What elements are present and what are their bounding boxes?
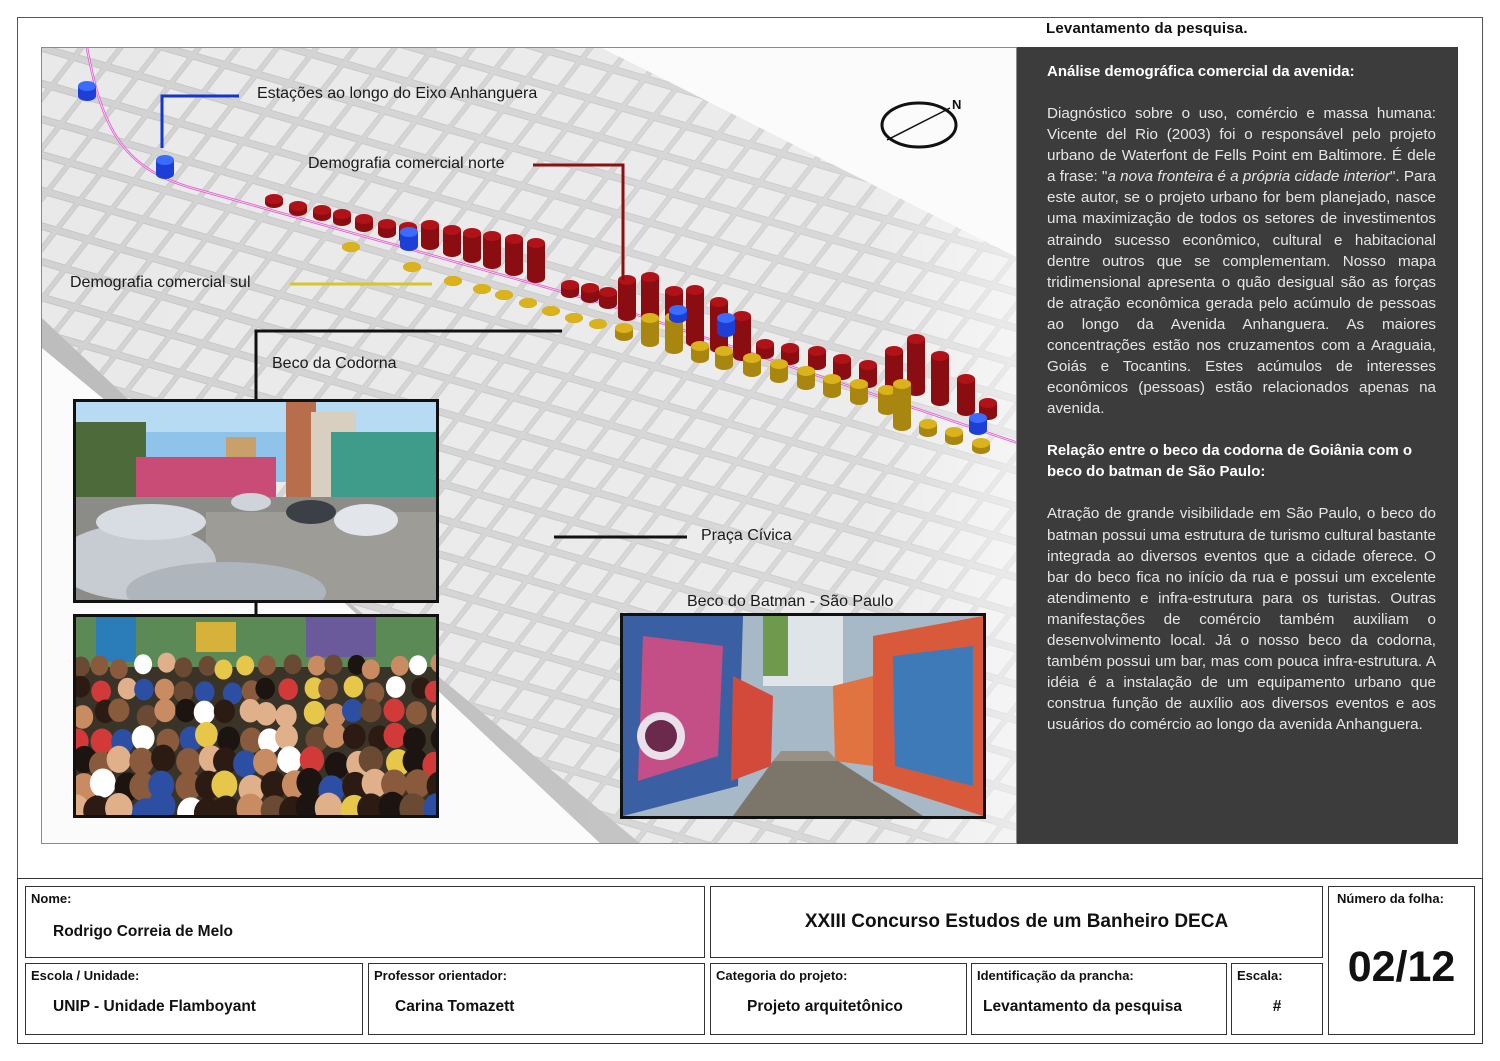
- north-bar-15: [581, 283, 599, 303]
- north-bar-14: [561, 280, 579, 298]
- analysis-panel: [1017, 47, 1458, 844]
- north-bar-25: [808, 346, 826, 370]
- map-panel: [41, 47, 1017, 844]
- label-north-demography: Demografia comercial norte: [308, 155, 505, 172]
- south-bar-6: [519, 298, 537, 308]
- photo-beco-codorna-street: [73, 399, 439, 603]
- station-marker-3: [400, 227, 418, 251]
- north-bar-20: [686, 285, 704, 347]
- south-bar-15: [743, 353, 761, 377]
- tb-nome-value: Rodrigo Correia de Melo: [53, 923, 233, 940]
- south-bar-2: [403, 262, 421, 272]
- north-bar-9: [443, 225, 461, 257]
- tb-escola-label: Escola / Unidade:: [31, 968, 140, 983]
- north-bar-10: [463, 228, 481, 263]
- tb-nome-label: Nome:: [31, 891, 72, 906]
- paragraph1-part-a: Diagnóstico sobre o uso, comércio e massa humana: Vicente del Rio (2003) foi o responsável pelo projeto urbano de Waterfont de Fells Point em Baltimore. É dele a frase: ": [1047, 105, 1436, 186]
- compass-icon: [882, 97, 961, 147]
- tb-identificacao-value: Levantamento da pesquisa: [983, 998, 1182, 1015]
- south-bar-24: [972, 438, 990, 454]
- label-stations: Estações ao longo do Eixo Anhanguera: [257, 85, 538, 102]
- south-bar-23: [945, 427, 963, 445]
- tb-numero-value: 02/12: [1347, 943, 1456, 991]
- north-bar-16: [599, 287, 617, 309]
- tb-professor: [368, 963, 705, 1035]
- south-bar-11: [641, 313, 659, 347]
- tb-escola: [25, 963, 363, 1035]
- tb-professor-label: Professor orientador:: [374, 968, 507, 983]
- tb-categoria-value: Projeto arquitetônico: [747, 998, 903, 1015]
- south-bar-10: [615, 323, 633, 341]
- north-bar-3: [313, 205, 331, 221]
- heading-demographic-analysis: Análise demográfica comercial da avenida:: [1047, 63, 1355, 80]
- north-bar-30: [931, 351, 949, 406]
- photo-beco-batman: [620, 613, 986, 819]
- station-marker-4: [669, 305, 687, 323]
- south-bar-7: [542, 306, 560, 316]
- paragraph-beco-relation: Atração de grande visibilidade em São Paulo, o beco do batman possui uma estrutura de turismo cultural bastante integrada ao diversos eventos que a cidade oferece. O bar do beco fica no início da rua e possui um excelente atendimento e infra-estrutura para os turistas. Outras manifestações de comércio também auxiliam o desenvolvimento local. Já o nosso beco da codorna, também possui um bar, mas com pouca infra-estrutura. A idéia é a instalação de um equipamento urbano que construa função de auxílio aos diversos eventos e aos usuários do comércio ao longo da avenida Anhanguera.: [1047, 505, 1436, 734]
- station-marker-5: [717, 313, 735, 337]
- label-praca-civica: Praça Cívica: [701, 527, 792, 544]
- north-bar-4: [333, 209, 351, 226]
- north-bar-5: [355, 214, 373, 232]
- south-bar-8: [565, 313, 583, 323]
- tb-concurso-title: XXIII Concurso Estudos de um Banheiro DECA: [804, 911, 1229, 932]
- north-bar-11: [483, 231, 501, 269]
- north-bar-31: [957, 374, 975, 416]
- label-south-demography: Demografia comercial sul: [70, 274, 251, 291]
- north-bar-2: [289, 201, 307, 216]
- south-bar-3: [444, 276, 462, 286]
- south-bar-16: [770, 359, 788, 383]
- tb-identificacao-label: Identificação da prancha:: [977, 968, 1134, 983]
- south-bar-1: [342, 242, 360, 252]
- south-bar-13: [691, 341, 709, 363]
- paragraph1-part-b: ". Para este autor, se o projeto urbano for bem planejado, nasce uma maximização de todos os setores de investimentos atraindo sucesso econômico, cultural e habitacional dentre outros que se complementam. Nosso mapa tridimensional apresenta o quão desigual são as forças de atração econômica gerada pelo acúmulo de pessoas ao longo da Avenida Anhanguera. As maiores concentrações estão nos cruzamentos com a Araguaia, Goiás e Tocantins. Estes acúmulos de interesses econômicos (pessoas) estão relacionados apenas na avenida.: [1047, 168, 1436, 418]
- south-bar-18: [823, 374, 841, 398]
- station-marker-1: [78, 81, 96, 101]
- tb-concurso: [710, 886, 1323, 958]
- heading-beco-relation: Relação entre o beco da codorna de Goiânia com o beco do batman de São Paulo:: [1047, 442, 1413, 481]
- compass-n: N: [952, 97, 962, 112]
- tb-identificacao: [971, 963, 1227, 1035]
- south-bar-17: [797, 366, 815, 390]
- north-bar-1: [265, 194, 283, 208]
- tb-escala-label: Escala:: [1237, 968, 1283, 983]
- north-bar-17: [618, 275, 636, 321]
- tb-escola-value: UNIP - Unidade Flamboyant: [53, 998, 256, 1015]
- tb-escala-value: #: [1272, 998, 1282, 1015]
- tb-categoria: [710, 963, 967, 1035]
- station-marker-6: [969, 413, 987, 435]
- north-bar-13: [527, 238, 545, 283]
- tb-numero-label: Número da folha:: [1337, 891, 1444, 906]
- north-bar-12: [505, 234, 523, 276]
- tb-professor-value: Carina Tomazett: [395, 998, 515, 1015]
- north-bar-8: [421, 220, 439, 250]
- tb-escala: [1231, 963, 1323, 1035]
- south-bar-4: [473, 284, 491, 294]
- tb-nome: [25, 886, 705, 958]
- label-beco-batman: Beco do Batman - São Paulo: [687, 593, 894, 610]
- south-bar-19: [850, 379, 868, 405]
- tb-numero: [1328, 886, 1475, 1035]
- paragraph1-quote: a nova fronteira é a própria cidade interior: [1107, 168, 1390, 186]
- tb-categoria-label: Categoria do projeto:: [716, 968, 848, 983]
- sheet-title: Levantamento da pesquisa.: [1046, 20, 1248, 37]
- south-bar-9: [589, 319, 607, 329]
- south-bar-21: [893, 379, 911, 431]
- photo-beco-codorna-crowd: [73, 614, 439, 818]
- south-bar-14: [715, 346, 733, 370]
- station-marker-2: [156, 155, 174, 179]
- south-bar-5: [495, 290, 513, 300]
- south-bar-22: [919, 419, 937, 437]
- label-beco-codorna: Beco da Codorna: [272, 355, 397, 372]
- paragraph-demographic-analysis: [1047, 103, 1436, 419]
- north-bar-6: [378, 219, 396, 238]
